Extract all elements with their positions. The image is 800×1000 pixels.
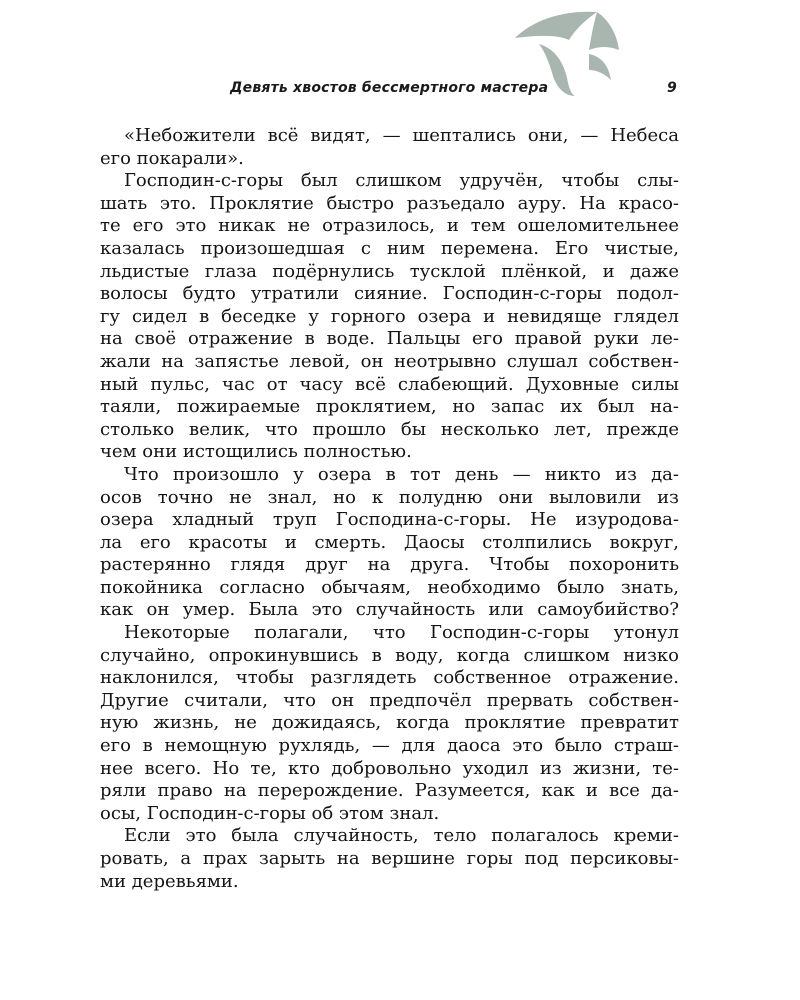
- text-line: гу сидел в беседке у горного озера и невидяще глядел: [100, 305, 679, 327]
- text-line: покойника согласно обычаям, необходимо было знать,: [100, 576, 679, 598]
- text-line: жали на запястье левой, он неотрывно слушал собствен-: [100, 350, 679, 372]
- text-line: ровать, а прах зарыть на вершине горы под персиковы-: [100, 848, 679, 869]
- text-line: случайно, опрокинувшись в воду, когда слишком низко: [100, 644, 679, 666]
- text-line: ряли право на перерождение. Разумеется, как и все да-: [100, 780, 679, 802]
- page-number: 9: [667, 80, 677, 96]
- paragraph: [100, 622, 679, 825]
- text-line: «Небожители всё видят, — шептались они, — Небеса: [124, 125, 679, 146]
- text-line: ную жизнь, не дожидаясь, когда проклятие превратит: [100, 712, 679, 734]
- text-line: осы, Господин-с-горы об этом знал.: [100, 802, 440, 824]
- text-line: Если это была случайность, тело полагалось креми-: [124, 825, 679, 847]
- paragraph: [100, 463, 679, 622]
- text-line: его в немощную рухлядь, — для даоса это было страш-: [100, 735, 679, 757]
- text-line: столько велик, что прошло бы несколько лет, прежде: [100, 418, 679, 440]
- body-text: [100, 125, 679, 893]
- text-line: ный пульс, час от часу всё слабеющий. Духовные силы: [100, 373, 679, 395]
- text-line: ми деревьями.: [100, 870, 239, 892]
- text-line: льдистые глаза подёрнулись тусклой плёнкой, и даже: [100, 260, 679, 282]
- paragraph: [100, 170, 679, 464]
- text-line: ла его красоты и смерть. Даосы столпились вокруг,: [100, 531, 679, 553]
- text-line: озера хладный труп Господина-с-горы. Не изуродова-: [100, 509, 679, 531]
- text-line: осов точно не знал, но к полудню они выловили из: [100, 486, 679, 508]
- text-line: Господин-с-горы был слишком удручён, чтобы слы-: [124, 170, 679, 192]
- text-line: растерянно глядя друг на друга. Чтобы похоронить: [100, 554, 679, 576]
- text-line: Другие считали, что он предпочёл прервать собствен-: [100, 689, 679, 711]
- text-line: чем они истощились полностью.: [100, 441, 412, 463]
- paragraph: [100, 825, 679, 893]
- text-line: как он умер. Была это случайность или самоубийство?: [100, 599, 679, 621]
- running-head-title: Девять хвостов бессмертного мастера: [230, 80, 549, 96]
- text-line: казалась произошедшая с ним перемена. Его чистые,: [100, 237, 679, 259]
- text-line: волосы будто утратили сияние. Господин-с-горы подол-: [100, 283, 679, 305]
- text-line: Некоторые полагали, что Господин-с-горы утонул: [124, 622, 679, 644]
- text-line: шать это. Проклятие быстро разъедало ауру. На красо-: [100, 192, 679, 214]
- paragraph: [100, 125, 679, 170]
- text-line: нее всего. Но те, кто добровольно уходил из жизни, те-: [100, 757, 679, 779]
- text-line: его покарали».: [100, 147, 244, 169]
- text-line: таяли, пожираемые проклятием, но запас их был на-: [100, 396, 679, 418]
- text-line: те его это никак не отразилось, и тем ошеломительнее: [100, 215, 679, 237]
- text-line: наклонился, чтобы разглядеть собственное отражение.: [100, 667, 679, 689]
- text-line: Что произошло у озера в тот день — никто из да-: [124, 463, 679, 485]
- text-line: на своё отражение в воде. Пальцы его правой руки ле-: [100, 328, 679, 350]
